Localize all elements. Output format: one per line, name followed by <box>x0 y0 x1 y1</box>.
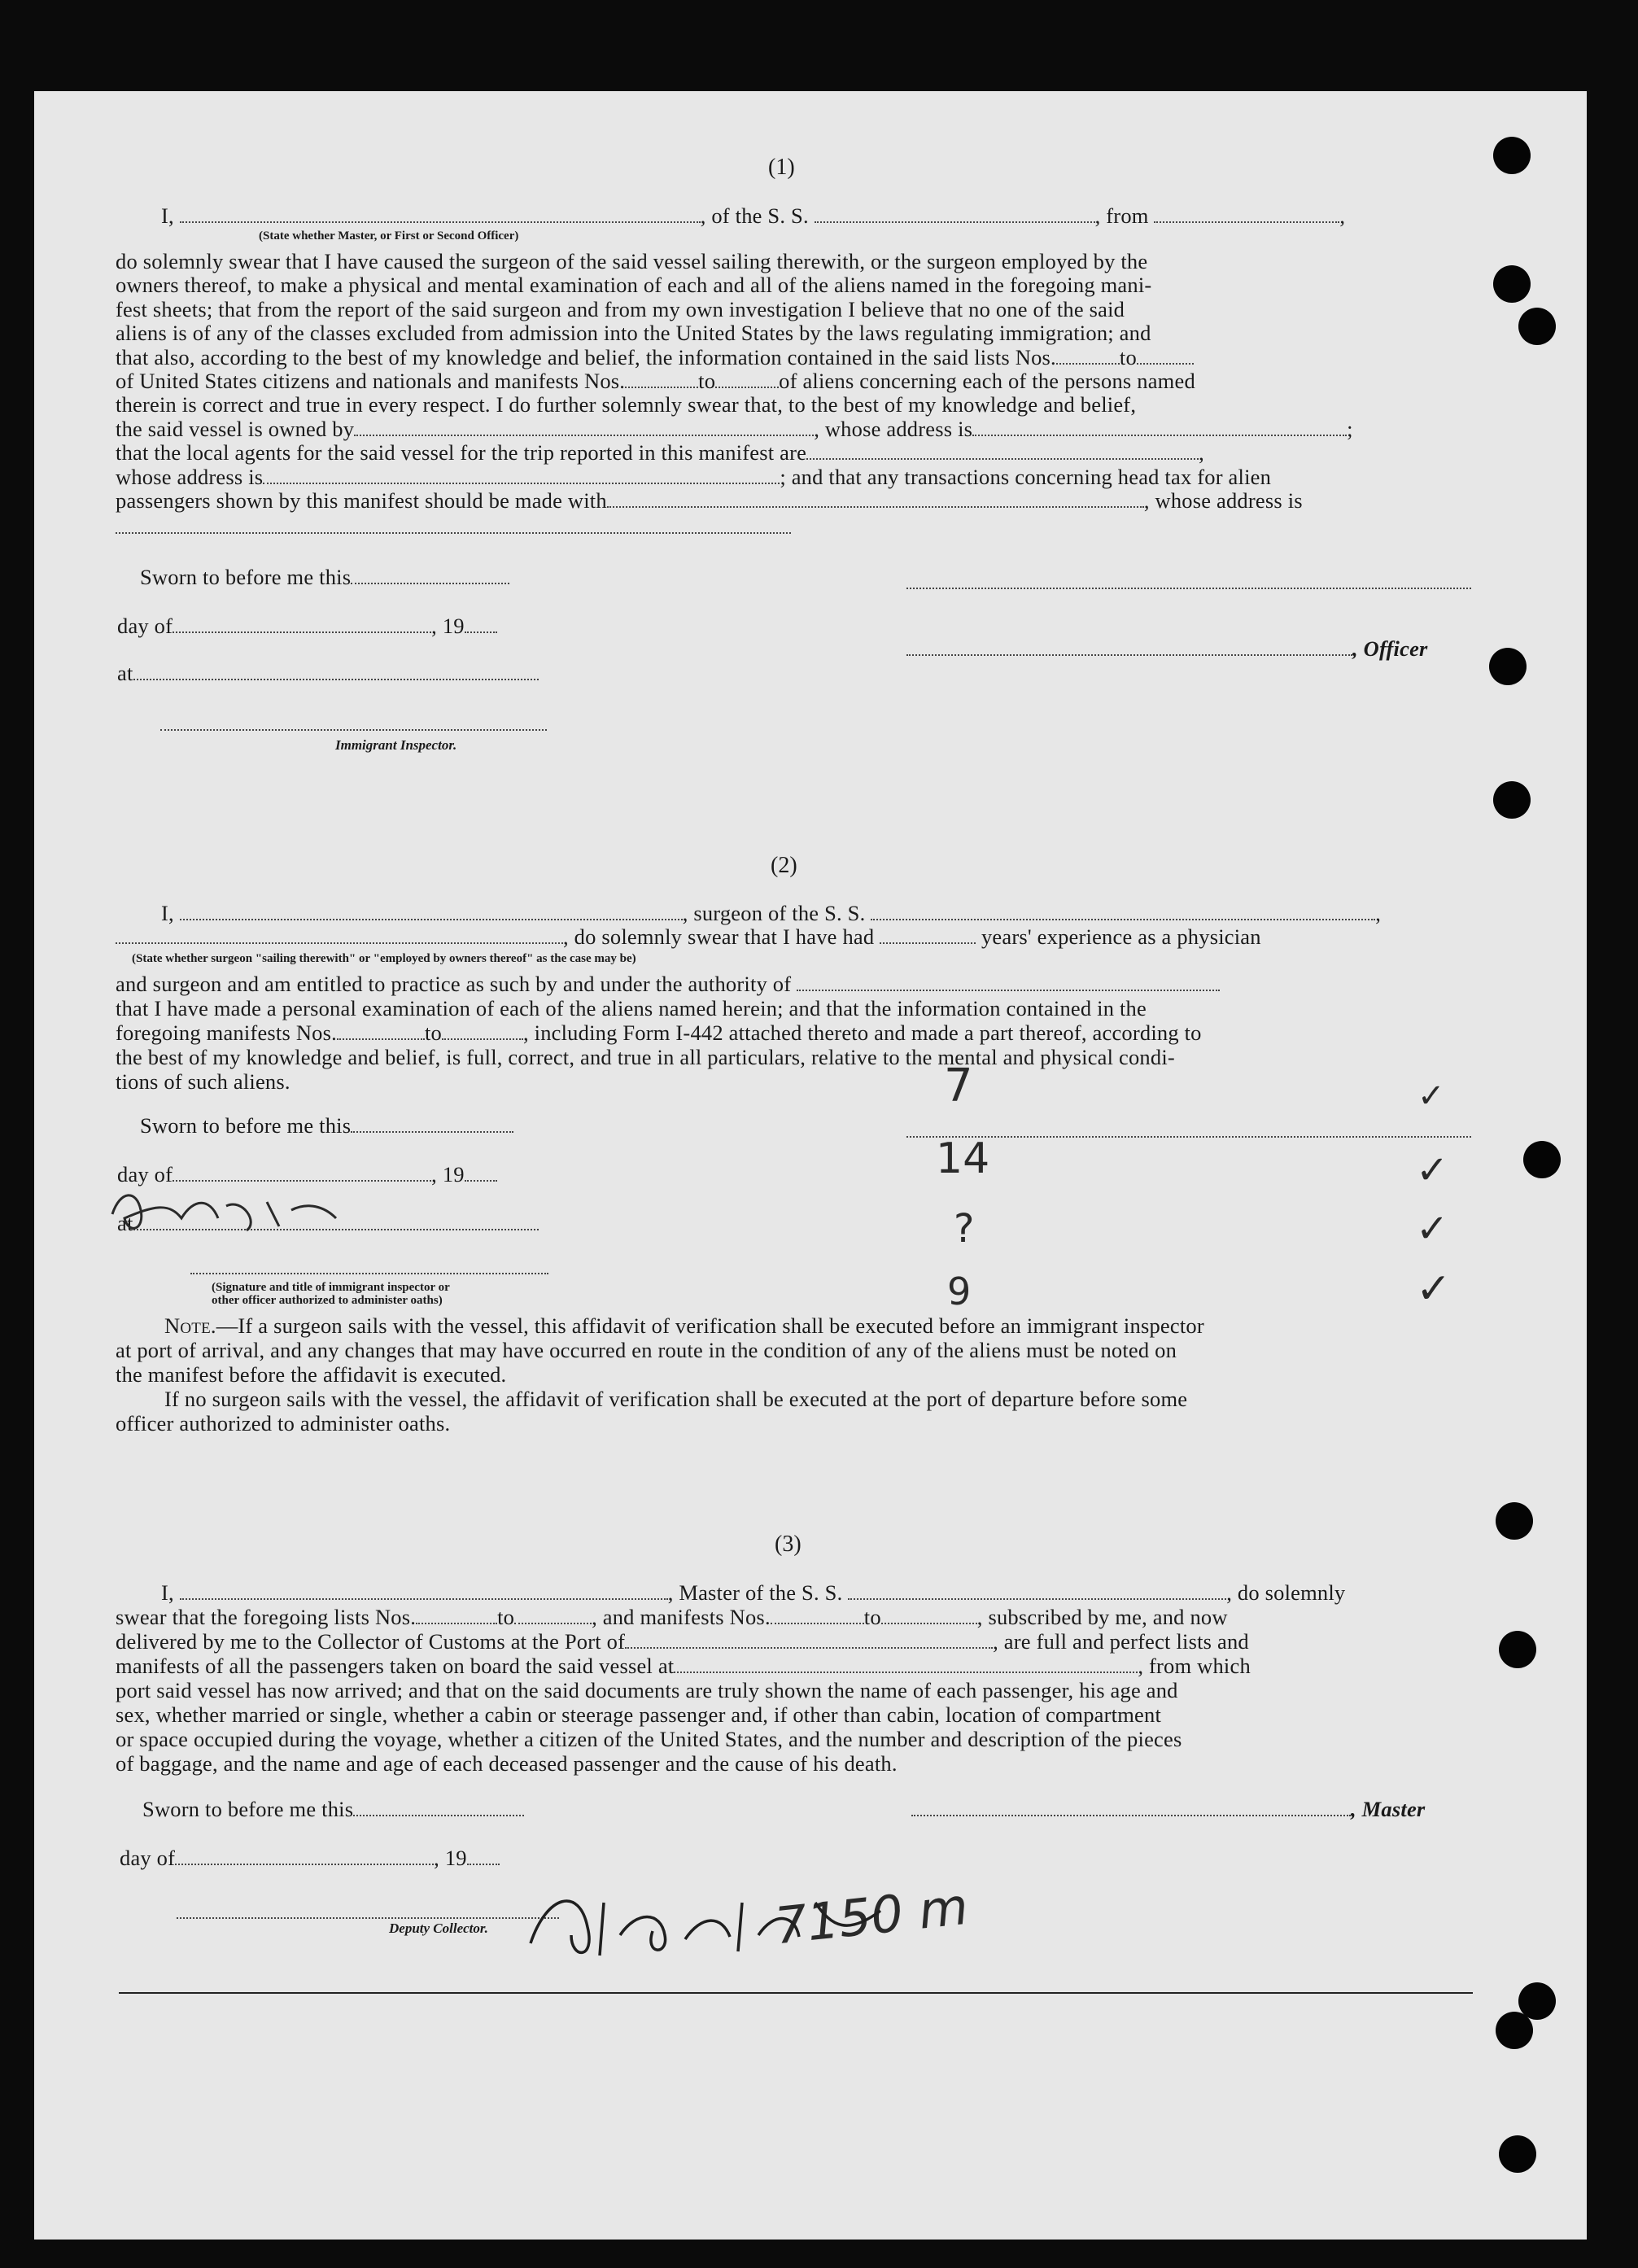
handwritten-mark-3: ? <box>954 1206 975 1252</box>
s2-sig-caption-1: (Signature and title of immigrant inspector or <box>212 1281 450 1294</box>
check-mark-2: ✓ <box>1416 1206 1449 1252</box>
s1-day-label: day of , 19 <box>117 614 497 639</box>
master-name-field[interactable] <box>180 1598 668 1600</box>
s2-year-field[interactable] <box>465 1180 497 1182</box>
s3-day-field[interactable] <box>175 1864 434 1865</box>
from-port-field[interactable] <box>1154 221 1339 223</box>
binder-hole-8 <box>1499 1631 1536 1668</box>
form-sheet <box>34 91 1587 2240</box>
s2-sworn-label: Sworn to before me this <box>140 1113 513 1138</box>
s3-line-7: or space occupied during the voyage, whether a citizen of the United States, and the number and description of the pieces <box>116 1727 1182 1751</box>
s1-inspector-label: Immigrant Inspector. <box>335 737 457 753</box>
s2-surgeon-signature-field[interactable] <box>906 1136 1471 1138</box>
manifests-to-field[interactable] <box>715 387 779 388</box>
handwritten-mark-4: 9 <box>947 1269 972 1313</box>
s1-officer-signature-field[interactable] <box>906 588 1471 589</box>
deputy-collector-field[interactable] <box>177 1917 559 1919</box>
binder-hole-10 <box>1496 2012 1533 2049</box>
s3-row2: swear that the foregoing lists Nos. to , and manifests Nos. to , subscribed by me, and now <box>116 1605 1228 1629</box>
handwritten-number-bottom: 7150 m <box>771 1876 972 1956</box>
s3-master-line: , Master <box>911 1797 1425 1822</box>
s1-inspector-field[interactable] <box>160 729 547 731</box>
local-agents-field[interactable] <box>806 458 1199 460</box>
binder-hole-11 <box>1499 2135 1536 2173</box>
s3-sworn-field[interactable] <box>353 1815 524 1816</box>
s2-note-line-2: at port of arrival, and any changes that may have occurred en route in the condition of any of the aliens must be noted on <box>116 1338 1177 1362</box>
s3-manifests-from-field[interactable] <box>771 1623 864 1624</box>
section-2-number: (2) <box>771 853 797 878</box>
s2-note-line-5: officer authorized to administer oaths. <box>116 1411 451 1436</box>
s2-row2: , do solemnly swear that I have had years' experience as a physician <box>116 924 1261 950</box>
s2-note-line-1: Note.—If a surgeon sails with the vessel, this affidavit of verification shall be executed before an immigrant inspector <box>164 1313 1204 1338</box>
surgeon-name-field[interactable] <box>180 919 683 920</box>
s1-line-2: owners thereof, to make a physical and mental examination of each and all of the aliens named in the foregoing mani- <box>116 273 1152 297</box>
binder-hole-6 <box>1523 1141 1561 1178</box>
handwritten-mark-2: 14 <box>936 1134 990 1183</box>
binder-hole-1 <box>1493 137 1531 174</box>
check-mark-3: ✓ <box>1416 1265 1452 1313</box>
s1-line-5: that also, according to the best of my knowledge and belief, the information contained in the said lists Nos. to <box>116 345 1194 370</box>
s3-sworn-label: Sworn to before me this <box>142 1797 524 1822</box>
s2-line-5: foregoing manifests Nos. to , including Form I-442 attached thereto and made a part thereof, according to <box>116 1020 1202 1045</box>
s1-line-3: fest sheets; that from the report of the said surgeon and from my own investigation I believe that no one of the said <box>116 297 1125 321</box>
s3-lists-from-field[interactable] <box>416 1623 497 1624</box>
s1-line-8: the said vessel is owned by , whose address is ; <box>116 417 1353 441</box>
s2-manifests-to-field[interactable] <box>442 1038 523 1040</box>
s3-day-label: day of , 19 <box>120 1846 500 1871</box>
binder-hole-5 <box>1493 781 1531 819</box>
handwritten-mark-1: 7 <box>944 1060 973 1112</box>
binder-hole-4 <box>1489 648 1527 685</box>
s2-line-6: the best of my knowledge and belief, is full, correct, and true in all particulars, relative to the mental and physical condi- <box>116 1045 1175 1069</box>
s3-manifests-to-field[interactable] <box>881 1623 977 1624</box>
lists-to-field[interactable] <box>1137 363 1194 365</box>
s1-row1: I, , of the S. S. , from , <box>161 203 1346 228</box>
binder-hole-3 <box>1518 308 1556 345</box>
owner-address-field[interactable] <box>972 435 1347 436</box>
s2-line-4: that I have made a personal examination of each of the aliens named herein; and that the information contained in the <box>116 996 1147 1020</box>
authority-field[interactable] <box>797 990 1220 991</box>
section-1-number: (1) <box>768 155 795 180</box>
s1-officer-line: , Officer <box>906 636 1428 662</box>
s2-line-3: and surgeon and am entitled to practice as such by and under the authority of <box>116 972 1220 997</box>
s1-line-7: therein is correct and true in every respect. I do further solemnly swear that, to the best of my knowledge and belief, <box>116 392 1137 417</box>
s2-note-line-3: the manifest before the affidavit is executed. <box>116 1362 507 1387</box>
s2-day-label: day of , 19 <box>117 1162 497 1187</box>
bottom-rule <box>119 1992 1473 1994</box>
s1-line-10: whose address is ; and that any transactions concerning head tax for alien <box>116 465 1272 489</box>
binder-hole-7 <box>1496 1502 1533 1540</box>
s3-row3: delivered by me to the Collector of Customs at the Port of , are full and perfect lists and <box>116 1629 1249 1654</box>
s3-row4: manifests of all the passengers taken on board the said vessel at , from which <box>116 1654 1251 1678</box>
s3-year-field[interactable] <box>467 1864 500 1865</box>
s2-manifests-from-field[interactable] <box>337 1038 425 1040</box>
s1-sworn-field[interactable] <box>351 583 509 584</box>
agents-address-field[interactable] <box>263 483 780 484</box>
s3-line-5: port said vessel has now arrived; and that on the said documents are truly shown the name of each passenger, his age and <box>116 1678 1178 1702</box>
manifests-from-field[interactable] <box>625 387 698 388</box>
handwritten-signature-scribble <box>104 1182 348 1247</box>
port-field[interactable] <box>625 1647 993 1649</box>
s3-row1: I, , Master of the S. S. , do solemnly <box>161 1580 1346 1605</box>
officer-name-field[interactable] <box>180 221 701 223</box>
s1-line-4: aliens is of any of the classes excluded from admission into the United States by the laws regulating immigration; and <box>116 321 1151 345</box>
master-signature-field[interactable] <box>911 1815 1351 1816</box>
s1-sworn-label: Sworn to before me this <box>140 565 509 590</box>
head-tax-field[interactable] <box>607 506 1144 508</box>
deputy-collector-label: Deputy Collector. <box>389 1921 488 1936</box>
embark-port-field[interactable] <box>674 1672 1138 1673</box>
s2-sworn-field[interactable] <box>351 1131 513 1133</box>
section-3-number: (3) <box>775 1532 802 1557</box>
s3-line-8: of baggage, and the name and age of each deceased passenger and the cause of his death. <box>116 1751 898 1776</box>
s2-caption: (State whether surgeon "sailing therewith" or "employed by owners thereof" as the case may be) <box>132 952 636 965</box>
s1-line-6: of United States citizens and nationals and manifests Nos. to of aliens concerning each of the persons named <box>116 369 1195 393</box>
s2-inspector-signature-field[interactable] <box>190 1273 548 1274</box>
s2-sig-caption-2: other officer authorized to administer oaths) <box>212 1294 443 1307</box>
s2-line-7: tions of such aliens. <box>116 1069 290 1094</box>
s2-row1: I, , surgeon of the S. S. , <box>161 901 1382 925</box>
s1-officer-title-field[interactable] <box>906 654 1352 656</box>
s1-line-9: that the local agents for the said vessel for the trip reported in this manifest are , <box>116 440 1204 465</box>
check-mark-1: ✓ <box>1416 1147 1449 1193</box>
s2-vessel-field[interactable] <box>871 919 1375 920</box>
s3-vessel-field[interactable] <box>848 1598 1226 1600</box>
check-mark-4: ✓ <box>1417 1077 1445 1115</box>
vessel-name-field[interactable] <box>815 221 1095 223</box>
s1-line-11: passengers shown by this manifest should be made with , whose address is <box>116 488 1303 513</box>
binder-hole-2 <box>1493 265 1531 303</box>
years-experience-field[interactable] <box>880 942 976 944</box>
lists-from-field[interactable] <box>1056 363 1120 365</box>
s3-lists-to-field[interactable] <box>514 1623 592 1624</box>
s2-at-label: at <box>117 1211 539 1236</box>
s1-at-label: at <box>117 661 539 686</box>
s1-at-field[interactable] <box>133 679 539 680</box>
collector-signature-scribble <box>522 1878 897 1968</box>
surgeon-status-field[interactable] <box>116 942 563 944</box>
s3-line-6: sex, whether married or single, whether a cabin or steerage passenger and, if other than cabin, location of compartment <box>116 1702 1162 1727</box>
owner-field[interactable] <box>354 435 814 436</box>
s1-state-caption: (State whether Master, or First or Second Officer) <box>259 229 519 243</box>
s2-note-line-4: If no surgeon sails with the vessel, the affidavit of verification shall be executed at the port of departure before some <box>164 1387 1188 1411</box>
s1-day-field[interactable] <box>173 631 431 633</box>
s1-line-1: do solemnly swear that I have caused the surgeon of the said vessel sailing therewith, or the surgeon employed by the <box>116 249 1148 273</box>
head-tax-address-field[interactable] <box>116 532 791 534</box>
s1-year-field[interactable] <box>465 631 497 633</box>
